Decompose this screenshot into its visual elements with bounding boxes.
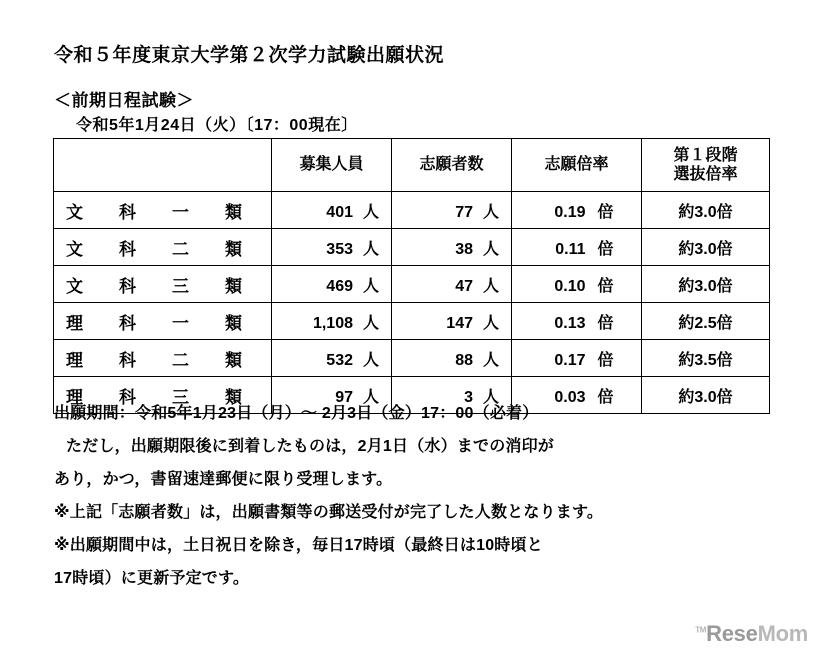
category-char-4: 類 [225, 276, 242, 296]
category-char-2: 科 [119, 239, 136, 259]
applicants-value: 3 [464, 388, 473, 406]
ratio-value: 0.19 [554, 203, 586, 221]
category-char-1: 理 [66, 313, 83, 333]
page-title: 令和５年度東京大学第２次学力試験出願状況 [54, 45, 445, 66]
header-first-stage [642, 139, 770, 192]
applicants-unit: 人 [482, 203, 499, 221]
category-char-1: 理 [66, 350, 83, 370]
applicants-value: 38 [455, 240, 473, 258]
row-category [54, 340, 272, 377]
category-char-2: 科 [119, 276, 136, 296]
quota-value: 97 [335, 388, 353, 406]
category-char-1: 理 [66, 387, 83, 407]
table-row [54, 192, 770, 229]
quota-value: 401 [326, 203, 353, 221]
row-ratio [512, 340, 642, 377]
resemom-watermark [695, 621, 808, 647]
header-applicants: 志願者数 [392, 139, 512, 192]
header-ratio: 志願倍率 [512, 139, 642, 192]
note-update-schedule-2: 17時頃）に更新予定です。 [54, 570, 250, 587]
watermark-tm: TM [695, 625, 707, 635]
row-category [54, 192, 272, 229]
category-char-4: 類 [225, 387, 242, 407]
category-char-2: 科 [119, 387, 136, 407]
row-category [54, 266, 272, 303]
row-applicants [392, 229, 512, 266]
row-quota [272, 303, 392, 340]
category-char-1: 文 [66, 202, 83, 222]
note-application-period: 出願期間：令和5年1月23日（月）〜 2月3日（金）17：00（必着） [54, 405, 539, 422]
ratio-value: 0.13 [554, 314, 586, 332]
row-first-stage: 約2.5倍 [642, 303, 770, 340]
header-quota: 募集人員 [272, 139, 392, 192]
row-quota [272, 340, 392, 377]
category-char-1: 文 [66, 276, 83, 296]
note-deadline-1: ただし，出願期限後に到着したものは，2月1日（水）までの消印が [66, 438, 554, 455]
quota-unit: 人 [362, 277, 379, 295]
ratio-value: 0.11 [555, 240, 586, 258]
section-subtitle: ＜前期日程試験＞ [54, 91, 194, 110]
as-of-datetime: 令和5年1月24日（火）〔17：00現在〕 [76, 117, 358, 134]
quota-value: 1,108 [312, 314, 353, 332]
category-char-3: 二 [172, 239, 189, 259]
ratio-unit: 倍 [597, 314, 614, 332]
watermark-text-1: Rese [706, 621, 758, 646]
category-char-3: 三 [172, 276, 189, 296]
quota-value: 532 [326, 351, 353, 369]
watermark-text-2: Mom [757, 621, 808, 646]
row-quota [272, 192, 392, 229]
category-char-3: 一 [172, 202, 189, 222]
category-char-3: 一 [172, 313, 189, 333]
applicants-unit: 人 [482, 351, 499, 369]
note-update-schedule-1: ※出願期間中は，土日祝日を除き，毎日17時頃（最終日は10時頃と [54, 537, 543, 554]
table-row [54, 303, 770, 340]
row-quota [272, 229, 392, 266]
category-char-4: 類 [225, 350, 242, 370]
row-applicants [392, 192, 512, 229]
quota-unit: 人 [362, 240, 379, 258]
category-char-2: 科 [119, 202, 136, 222]
row-first-stage: 約3.5倍 [642, 340, 770, 377]
category-char-1: 文 [66, 239, 83, 259]
category-char-3: 三 [172, 387, 189, 407]
applicants-value: 147 [446, 314, 473, 332]
category-char-2: 科 [119, 313, 136, 333]
ratio-unit: 倍 [597, 351, 614, 369]
row-applicants [392, 303, 512, 340]
ratio-unit: 倍 [597, 240, 614, 258]
applicants-unit: 人 [482, 240, 499, 258]
ratio-unit: 倍 [597, 388, 614, 406]
applicants-unit: 人 [482, 277, 499, 295]
note-deadline-2: あり，かつ，書留速達郵便に限り受理します。 [54, 471, 393, 488]
applicants-unit: 人 [482, 314, 499, 332]
application-status-table [53, 138, 770, 414]
category-char-4: 類 [225, 202, 242, 222]
row-first-stage: 約3.0倍 [642, 266, 770, 303]
ratio-unit: 倍 [597, 277, 614, 295]
applicants-value: 47 [455, 277, 473, 295]
note-applicants-definition: ※上記「志願者数」は，出願書類等の郵送受付が完了した人数となります。 [54, 504, 604, 521]
row-first-stage: 約3.0倍 [642, 229, 770, 266]
row-ratio [512, 266, 642, 303]
category-char-4: 類 [225, 239, 242, 259]
row-applicants [392, 266, 512, 303]
applicants-unit: 人 [482, 388, 499, 406]
quota-value: 353 [326, 240, 353, 258]
ratio-unit: 倍 [597, 203, 614, 221]
notes-section [54, 400, 794, 598]
ratio-value: 0.10 [554, 277, 586, 295]
row-ratio [512, 192, 642, 229]
table-row [54, 340, 770, 377]
category-char-4: 類 [225, 313, 242, 333]
header-first-stage-line2: 選抜倍率 [673, 166, 738, 183]
quota-unit: 人 [362, 388, 379, 406]
row-applicants [392, 340, 512, 377]
row-first-stage: 約3.0倍 [642, 192, 770, 229]
header-first-stage-line1: 第１段階 [673, 146, 738, 164]
row-category [54, 303, 272, 340]
quota-unit: 人 [362, 351, 379, 369]
row-ratio [512, 229, 642, 266]
header-category [54, 139, 272, 192]
ratio-value: 0.03 [554, 388, 586, 406]
category-char-3: 二 [172, 350, 189, 370]
ratio-value: 0.17 [554, 351, 586, 369]
table-row [54, 266, 770, 303]
row-ratio [512, 303, 642, 340]
row-category [54, 229, 272, 266]
quota-value: 469 [326, 277, 353, 295]
applicants-value: 77 [455, 203, 473, 221]
table-header-row [54, 139, 770, 192]
category-char-2: 科 [119, 350, 136, 370]
applicants-value: 88 [455, 351, 473, 369]
row-first-stage: 約3.0倍 [642, 377, 770, 414]
table-row [54, 229, 770, 266]
quota-unit: 人 [362, 203, 379, 221]
quota-unit: 人 [362, 314, 379, 332]
row-quota [272, 266, 392, 303]
